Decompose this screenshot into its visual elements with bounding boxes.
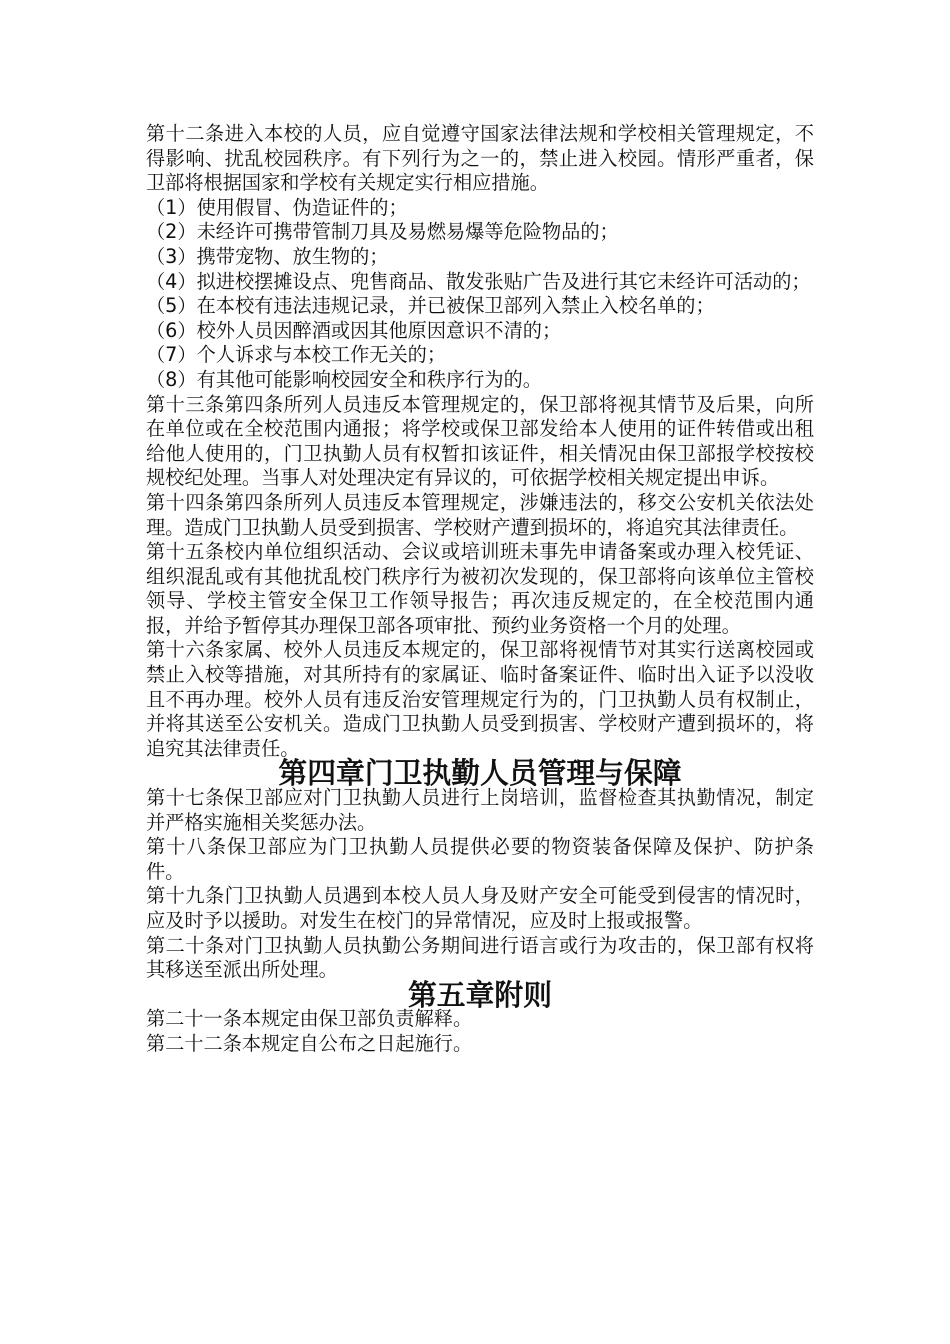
list-item-4: （4）拟进校摆摊设点、兜售商品、散发张贴广告及进行其它未经许可活动的； bbox=[146, 269, 811, 293]
list-item-2: （2）未经许可携带管制刀具及易燃易爆等危险物品的； bbox=[146, 220, 619, 244]
list-item-3: （3）携带宠物、放生物的； bbox=[146, 244, 389, 268]
article-16: 第十六条家属、校外人员违反本规定的，保卫部将视情节对其实行送离校园或禁止入校等措施，对其所持有的家属证、临时备案证件、临时出入证予以没收且不再办理。校外人员有违反治安管理规定行为的，门卫执勤人员有权制止，并将其送至公安机关。造成门卫执勤人员受到损害、学校财产遭到损坏的，将追究其法律责任。 bbox=[146, 638, 814, 760]
article-12: 第十二条进入本校的人员，应自觉遵守国家法律法规和学校相关管理规定，不得影响、扰乱校园秩序。有下列行为之一的，禁止进入校园。情形严重者，保卫部将根据国家和学校有关规定实行相应措施。 bbox=[146, 122, 814, 195]
list-item-6: （6）校外人员因醉酒或因其他原因意识不清的； bbox=[146, 318, 562, 342]
article-15: 第十五条校内单位组织活动、会议或培训班未事先申请备案或办理入校凭证、组织混乱或有其他扰乱校门秩序行为被初次发现的，保卫部将向该单位主管校领导、学校主管安全保卫工作领导报告；再次违反规定的，在全校范围内通报，并给予暂停其办理保卫部各项审批、预约业务资格一个月的处理。 bbox=[146, 540, 814, 637]
article-20: 第二十条对门卫执勤人员执勤公务期间进行语言或行为攻击的，保卫部有权将其移送至派出所处理。 bbox=[146, 933, 814, 982]
article-18: 第十八条保卫部应为门卫执勤人员提供必要的物资装备保障及保护、防护条件。 bbox=[146, 835, 814, 883]
article-21: 第二十一条本规定由保卫部负责解释。 bbox=[146, 1007, 473, 1031]
chapter-5-heading: 第五章附则 bbox=[408, 977, 552, 1012]
chapter-4-heading: 第四章门卫执勤人员管理与保障 bbox=[278, 756, 682, 791]
article-22: 第二十二条本规定自公布之日起施行。 bbox=[146, 1031, 473, 1055]
article-14: 第十四条第四条所列人员违反本管理规定，涉嫌违法的，移交公安机关依法处理。造成门卫执勤人员受到损害、学校财产遭到损坏的，将追究其法律责任。 bbox=[146, 490, 814, 539]
list-item-5: （5）在本校有违法违规记录，并已被保卫部列入禁止入校名单的； bbox=[146, 294, 715, 318]
list-item-8: （8）有其他可能影响校园安全和秩序行为的。 bbox=[146, 367, 542, 391]
article-13: 第十三条第四条所列人员违反本管理规定的，保卫部将视其情节及后果，向所在单位或在全校范围内通报；将学校或保卫部发给本人使用的证件转借或出租给他人使用的，门卫执勤人员有权暂扣该证件，相关情况由保卫部报学校按校规校纪处理。当事人对处理决定有异议的，可依据学校相关规定提出申诉。 bbox=[146, 392, 814, 490]
document-body bbox=[146, 122, 814, 1057]
article-17: 第十七条保卫部应对门卫执勤人员进行上岗培训，监督检查其执勤情况，制定并严格实施相关奖惩办法。 bbox=[146, 786, 814, 834]
list-item-7: （7）个人诉求与本校工作无关的； bbox=[146, 343, 447, 367]
list-item-1: （1）使用假冒、伪造证件的； bbox=[146, 195, 408, 219]
article-19: 第十九条门卫执勤人员遇到本校人员人身及财产安全可能受到侵害的情况时，应及时予以援助。对发生在校门的异常情况，应及时上报或报警。 bbox=[146, 884, 814, 932]
